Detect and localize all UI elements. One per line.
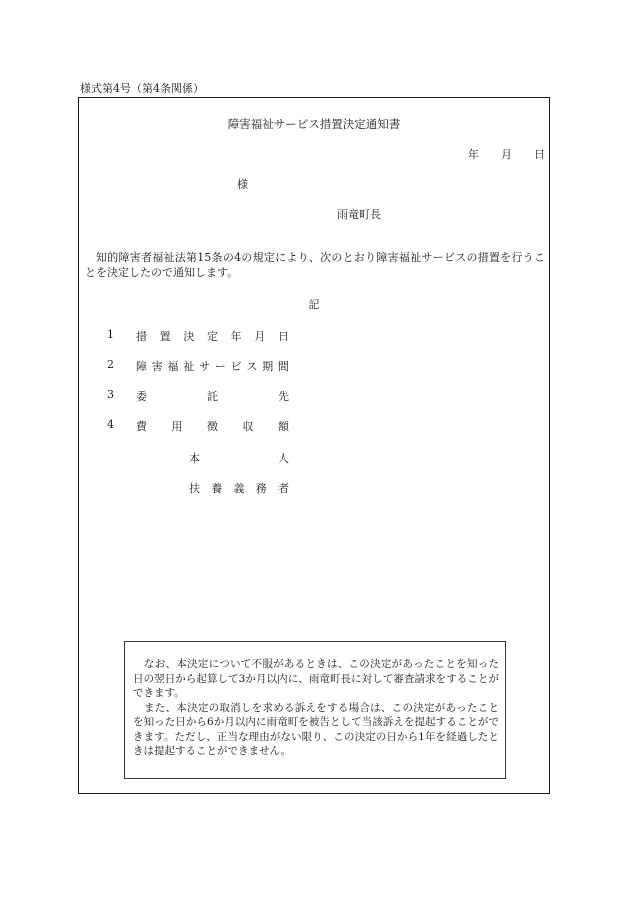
item-label: 措 置 決 定 年 月 日: [136, 330, 289, 343]
appeal-notice-box: [124, 641, 506, 779]
sub-item-self: 本 人: [189, 452, 289, 465]
date-year: 年: [468, 148, 479, 161]
date-month: 月: [501, 148, 512, 161]
document-frame: [78, 97, 550, 794]
ki-heading: 記: [308, 298, 320, 311]
item-fee-amount: [107, 418, 289, 434]
date-line: [468, 146, 545, 162]
item-consignee: [107, 388, 289, 404]
addressee-honorific: 様: [237, 178, 248, 191]
item-service-period: [107, 358, 289, 374]
form-number-label: 様式第4号（第4条関係）: [80, 82, 204, 95]
item-number: 1: [107, 328, 114, 341]
item-number: 4: [107, 418, 114, 431]
item-label: 障 害 福 祉 サ ー ビ ス 期 間: [136, 360, 289, 373]
document-title: 障害福祉サービス措置決定通知書: [227, 117, 401, 131]
issuer-name: 雨竜町長: [337, 208, 381, 221]
item-number: 3: [107, 388, 114, 401]
notice-paragraph: なお、本決定について不服があるときは、この決定があったことを知った日の翌日から起算して3か月以内に、雨竜町長に対して審査請求をすることができます。: [133, 658, 499, 699]
body-text: 知的障害者福祉法第15条の4の規定により、次のとおり障害福祉サービスの措置を行うことを決定したので通知します。: [85, 251, 545, 279]
item-label: 委 託 先: [136, 390, 289, 403]
sub-item-guardian: 扶 養 義 務 者: [189, 482, 289, 495]
item-number: 2: [107, 358, 114, 371]
notice-paragraph: また、本決定の取消しを求める訴えをする場合は、この決定があったことを知った日から6か月以内に雨竜町を被告として当該訴えを提起することができます。ただし、正当な理由がない限り、この決定の日から1年を経過したときは提起することができません。: [133, 701, 499, 757]
item-decision-date: [107, 328, 289, 344]
date-day: 日: [534, 148, 545, 161]
item-label: 費 用 徴 収 額: [136, 420, 289, 433]
